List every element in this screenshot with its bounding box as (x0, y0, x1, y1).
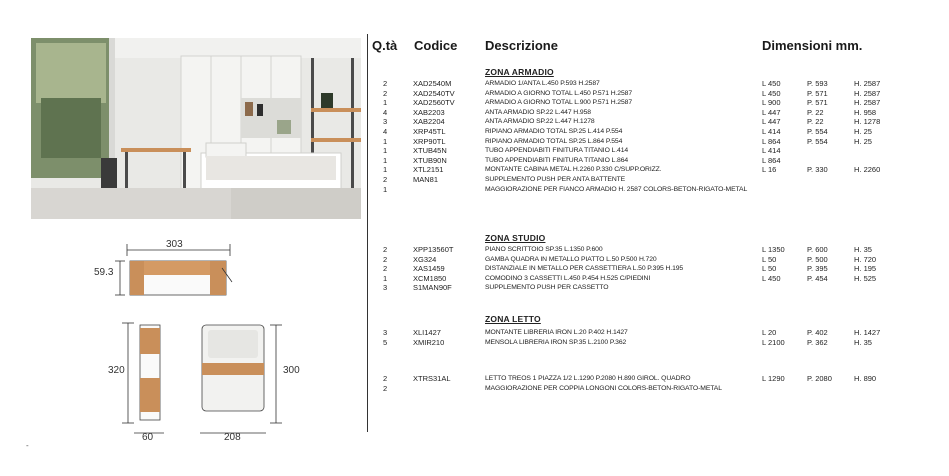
qty-cell: 2 (383, 264, 388, 274)
description-cell: LETTO TREOS 1 PIAZZA 1/2 L.1290 P.2080 H.890 GIROL. QUADRO (485, 375, 691, 382)
height-cell: H. 2587 (854, 98, 881, 108)
floor-plans (0, 228, 360, 471)
description-cell: RIPIANO ARMADIO TOTAL SP.25 L.864 P.554 (485, 137, 623, 145)
code-cell: XAD2540M (413, 79, 452, 88)
description-cell: GAMBA QUADRA IN METALLO PIATTO L.50 P.500 H.720 (485, 255, 657, 263)
wardrobe-plan (108, 323, 164, 443)
dim-top-depth: 59.3 (94, 267, 114, 278)
height-cell: H. 890 (854, 374, 877, 383)
code-cell: XAB2203 (413, 107, 445, 117)
description-cell: TUBO APPENDIABITI FINITURA TITANIO L.864 (485, 156, 629, 164)
code-cell: MAN81 (413, 175, 439, 184)
description-cell: MAGGIORAZIONE PER FIANCO ARMADIO H. 2587 COLORS-BETON-RIGATO-METAL (485, 185, 748, 193)
code-cell: XAB2204 (413, 117, 445, 127)
length-cell: L 900 (762, 98, 781, 108)
height-cell: H. 720 (854, 254, 877, 264)
length-cell: L 447 (762, 107, 781, 117)
code-cell: XLI1427 (413, 328, 441, 337)
description-cell: ANTA ARMADIO SP.22 L.447 H.1278 (485, 118, 595, 126)
height-cell: H. 958 (854, 107, 877, 117)
qty-cell: 2 (383, 88, 388, 98)
zone-title-armadio: ZONA ARMADIO (485, 67, 554, 77)
description-cell: ARMADIO A GIORNO TOTAL L.450 P.571 H.2587 (485, 89, 633, 97)
length-cell: L 414 (762, 127, 781, 136)
code-cell: XCM1850 (413, 273, 447, 283)
code-cell: XRP90TL (413, 136, 446, 146)
length-cell: L 450 (762, 88, 781, 98)
code-cell: XAD2540TV (413, 88, 455, 98)
qty-cell: 1 (383, 155, 388, 165)
qty-cell: 1 (383, 146, 388, 156)
description-cell: MONTANTE LIBRERIA IRON L.20 P.402 H.1427 (485, 329, 628, 336)
qty-cell: 1 (383, 273, 388, 283)
length-cell: L 414 (762, 146, 781, 156)
code-cell: S1MAN90F (413, 283, 452, 293)
length-cell: L 1290 (762, 374, 785, 383)
depth-cell: P. 593 (807, 79, 828, 88)
length-cell: L 1350 (762, 245, 785, 254)
height-cell: H. 1278 (854, 117, 881, 127)
height-cell: H. 1427 (854, 328, 881, 337)
code-cell: XAD2560TV (413, 98, 455, 108)
description-cell: DISTANZIALE IN METALLO PER CASSETTIERA L.50 P.395 H.195 (485, 265, 684, 273)
header-code: Codice (414, 38, 458, 53)
qty-cell: 2 (383, 254, 388, 264)
height-cell: H. 25 (854, 127, 872, 136)
depth-cell: P. 362 (807, 337, 828, 347)
height-cell: H. 195 (854, 264, 877, 274)
description-cell: TUBO APPENDIABITI FINITURA TITANIO L.414 (485, 147, 629, 155)
footer-mark: - (26, 441, 29, 450)
code-cell: XAS1459 (413, 264, 445, 274)
description-cell: ANTA ARMADIO SP.22 L.447 H.958 (485, 108, 591, 116)
qty-cell: 1 (383, 136, 388, 146)
qty-cell: 3 (383, 117, 388, 127)
description-cell: PIANO SCRITTOIO SP.35 L.1350 P.600 (485, 246, 603, 253)
depth-cell: P. 330 (807, 165, 828, 175)
column-divider (367, 34, 368, 432)
depth-cell: P. 554 (807, 136, 828, 146)
description-cell: MENSOLA LIBRERIA IRON SP.35 L.2100 P.362 (485, 338, 627, 346)
code-cell: XTRS31AL (413, 374, 451, 383)
depth-cell: P. 571 (807, 88, 828, 98)
depth-cell: P. 600 (807, 245, 828, 254)
desk-plan (94, 239, 232, 295)
length-cell: L 50 (762, 254, 777, 264)
depth-cell: P. 22 (807, 117, 824, 127)
qty-cell: 4 (383, 107, 388, 117)
height-cell: H. 2587 (854, 79, 881, 88)
height-cell: H. 35 (854, 337, 872, 347)
length-cell: L 864 (762, 155, 781, 165)
code-cell: XG324 (413, 254, 437, 264)
dim-side-height: 320 (108, 365, 125, 376)
bed-plan (200, 325, 300, 443)
description-cell: RIPIANO ARMADIO TOTAL SP.25 L.414 P.554 (485, 128, 623, 135)
qty-cell: 2 (383, 175, 388, 184)
length-cell: L 50 (762, 264, 777, 274)
description-cell: SUPPLEMENTO PUSH PER ANTA BATTENTE (485, 176, 626, 183)
zone-title-studio: ZONA STUDIO (485, 233, 546, 243)
depth-cell: P. 571 (807, 98, 828, 108)
description-cell: MONTANTE CABINA METAL H.2260 P.330 C/SUPP.ORIZZ. (485, 166, 662, 174)
header-dimensions: Dimensioni mm. (762, 38, 863, 53)
qty-cell: 1 (383, 98, 388, 108)
qty-cell: 2 (383, 383, 388, 393)
dim-bed-height: 300 (283, 365, 300, 376)
length-cell: L 450 (762, 273, 781, 283)
height-cell: H. 35 (854, 245, 872, 254)
code-cell: XTUB90N (413, 155, 447, 165)
depth-cell: P. 554 (807, 127, 828, 136)
description-cell: ARMADIO 1/ANTA L.450 P.593 H.2587 (485, 80, 600, 87)
dim-top-width: 303 (166, 239, 183, 250)
code-cell: XMIR210 (413, 337, 445, 347)
header-qty: Q.tà (372, 38, 398, 53)
zone-title-letto: ZONA LETTO (485, 314, 541, 324)
depth-cell: P. 402 (807, 328, 828, 337)
height-cell: H. 525 (854, 273, 877, 283)
length-cell: L 16 (762, 165, 777, 175)
depth-cell: P. 454 (807, 273, 828, 283)
qty-cell: 3 (383, 328, 388, 337)
length-cell: L 447 (762, 117, 781, 127)
length-cell: L 2100 (762, 337, 785, 347)
depth-cell: P. 395 (807, 264, 828, 274)
length-cell: L 20 (762, 328, 777, 337)
depth-cell: P. 22 (807, 107, 824, 117)
description-cell: COMODINO 3 CASSETTI L.450 P.454 H.525 C/PIEDINI (485, 274, 651, 282)
code-cell: XTL2151 (413, 165, 444, 175)
qty-cell: 1 (383, 165, 388, 175)
dim-bottom-left: 60 (142, 432, 154, 443)
code-cell: XPP13560T (413, 245, 454, 254)
qty-cell: 3 (383, 283, 388, 293)
dim-bottom-right: 208 (224, 432, 241, 443)
length-cell: L 864 (762, 136, 781, 146)
qty-cell: 4 (383, 127, 388, 136)
length-cell: L 450 (762, 79, 781, 88)
bedroom-photo (31, 38, 361, 219)
height-cell: H. 2260 (854, 165, 881, 175)
description-cell: SUPPLEMENTO PUSH PER CASSETTO (485, 284, 609, 292)
qty-cell: 2 (383, 374, 388, 383)
depth-cell: P. 500 (807, 254, 828, 264)
code-cell: XTUB45N (413, 146, 447, 156)
height-cell: H. 25 (854, 136, 872, 146)
height-cell: H. 2587 (854, 88, 881, 98)
description-cell: ARMADIO A GIORNO TOTAL L.900 P.571 H.2587 (485, 99, 633, 107)
code-cell: XRP45TL (413, 127, 446, 136)
depth-cell: P. 2080 (807, 374, 832, 383)
qty-cell: 1 (383, 184, 388, 194)
qty-cell: 2 (383, 79, 388, 88)
description-cell: MAGGIORAZIONE PER COPPIA LONGONI COLORS-BETON-RIGATO-METAL (485, 384, 722, 392)
qty-cell: 5 (383, 337, 388, 347)
header-description: Descrizione (485, 38, 558, 53)
qty-cell: 2 (383, 245, 388, 254)
